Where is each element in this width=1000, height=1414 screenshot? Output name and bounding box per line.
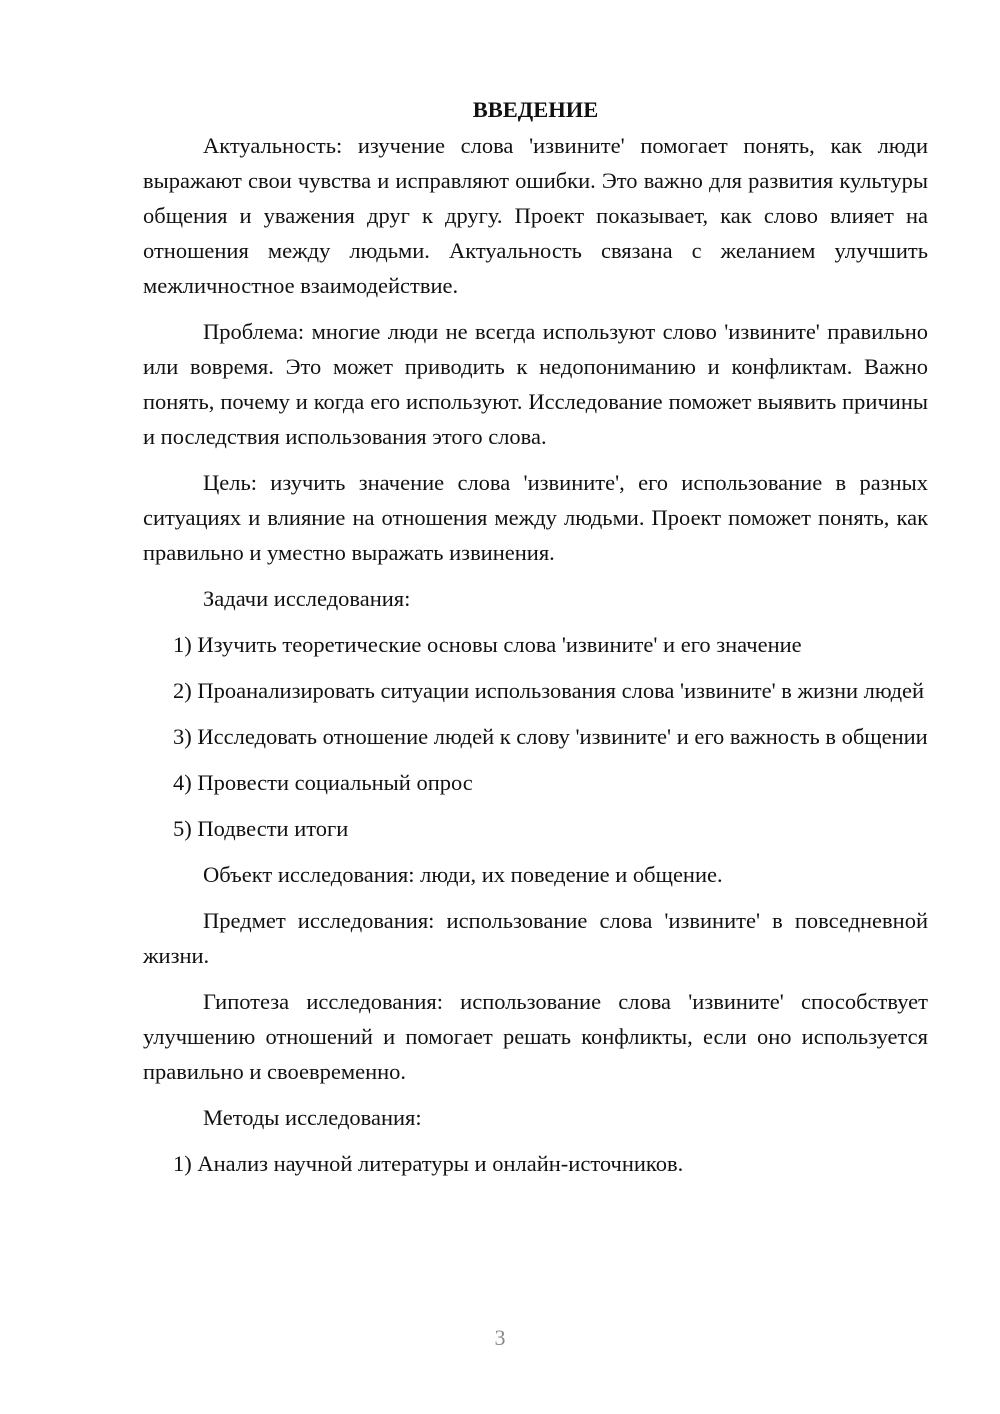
paragraph-relevance: Актуальность: изучение слова 'извините' помогает понять, как люди выражают свои чувства и исправляют ошибки. Это важно для развития культуры общения и уважения друг к другу. Проект показывает, как слово влияет на отношения между людьми. Актуальность связана с желанием улучшить межличностное взаимодействие. (143, 133, 928, 298)
methods-title: Методы исследования: (203, 1105, 422, 1130)
task-item-1: 1) Изучить теоретические основы слова 'извините' и его значение (173, 632, 802, 657)
paragraph-problem: Проблема: многие люди не всегда используют слово 'извините' правильно или вовремя. Это может приводить к недопониманию и конфликтам. Важно понять, почему и когда его используют. Исследование поможет выявить причины и последствия использования этого слова. (143, 319, 928, 449)
paragraph-subject: Предмет исследования: использование слова 'извините' в повседневной жизни. (143, 908, 928, 968)
tasks-title: Задачи исследования: (203, 586, 411, 611)
task-item-3: 3) Исследовать отношение людей к слову 'извините' и его важность в общении (173, 724, 928, 749)
paragraph-object: Объект исследования: люди, их поведение и общение. (203, 862, 723, 887)
paragraph-hypothesis: Гипотеза исследования: использование слова 'извините' способствует улучшению отношений и помогает решать конфликты, если оно используется правильно и своевременно. (143, 989, 928, 1084)
task-item-4: 4) Провести социальный опрос (173, 770, 473, 795)
paragraph-goal: Цель: изучить значение слова 'извините', его использование в разных ситуациях и влияние на отношения между людьми. Проект поможет понять, как правильно и уместно выражать извинения. (143, 470, 928, 565)
page-heading: ВВЕДЕНИЕ (472, 97, 599, 122)
task-item-2: 2) Проанализировать ситуации использования слова 'извините' в жизни людей (173, 678, 925, 703)
page-number: 3 (494, 1325, 506, 1350)
page-content (143, 92, 928, 1192)
method-item-1: 1) Анализ научной литературы и онлайн-источников. (173, 1151, 684, 1176)
task-item-5: 5) Подвести итоги (173, 816, 349, 841)
